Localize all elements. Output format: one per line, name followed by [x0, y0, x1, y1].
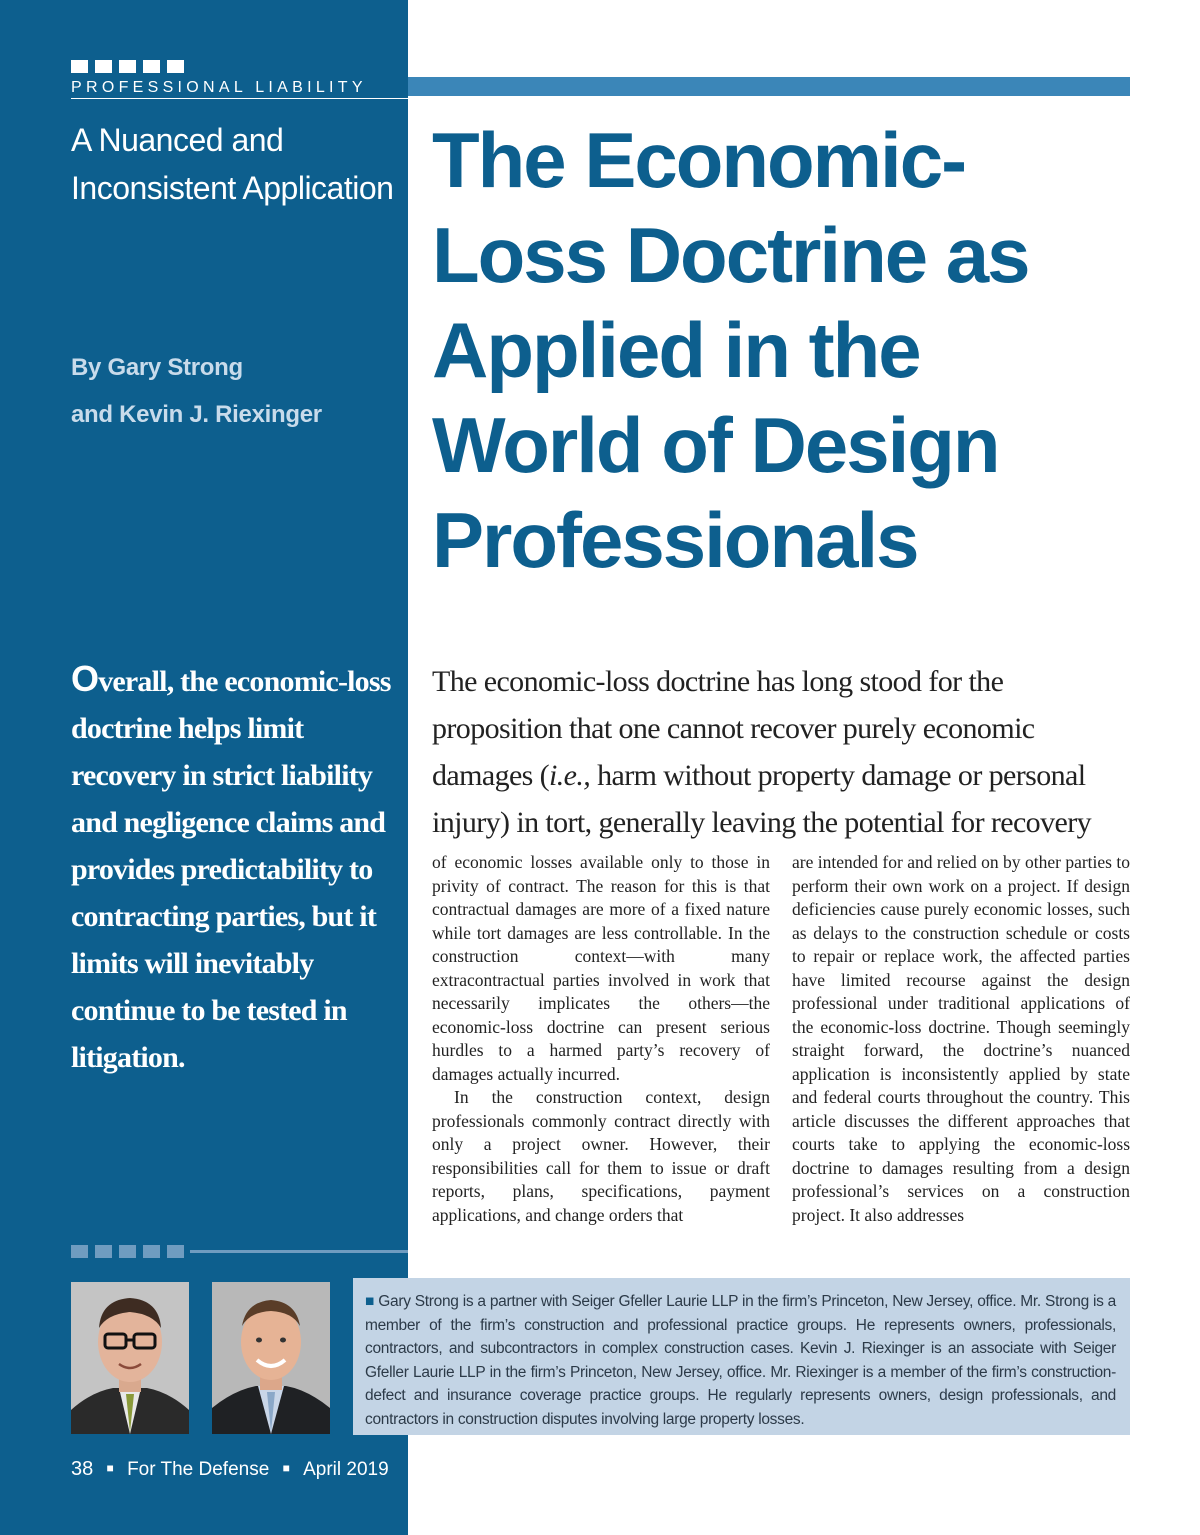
headline-line: World of Design — [432, 401, 999, 489]
page-footer — [71, 1456, 389, 1482]
lede-text: harm without property damage or personal — [590, 759, 1086, 792]
square-decoration — [167, 1245, 184, 1258]
headline-line: Applied in the — [432, 306, 920, 394]
section-rule-right — [408, 77, 1130, 96]
byline-line: By Gary Strong — [71, 354, 243, 381]
square-decoration — [167, 60, 184, 73]
issue-date: April 2019 — [303, 1459, 389, 1480]
square-decoration — [119, 60, 136, 73]
body-paragraph: In the construction context, design professionals commonly contract directly with only a project owner. However, their responsibilities call for them to issue or draft reports, plans, specifications, payment applications, and change orders that — [432, 1087, 770, 1225]
body-paragraph: of economic losses available only to those in privity of contract. The reason for this is that contractual damages are more of a fixed nature while tort damages are less controllable. In the construction context—with many extracontractual parties involved in work that necessarily implicates the others—the economic-loss doctrine can present serious hurdles to a harmed party’s recovery of damages actually incurred. — [432, 852, 770, 1084]
footer-separator: ■ — [106, 1461, 114, 1475]
section-rule-bottom — [190, 1250, 408, 1253]
square-decoration — [95, 1245, 112, 1258]
kicker — [71, 116, 401, 212]
article-headline — [432, 113, 1192, 588]
byline — [71, 344, 401, 438]
section-label: PROFESSIONAL LIABILITY — [71, 79, 367, 96]
author-photo-kevin-riexinger — [212, 1282, 330, 1434]
pull-quote — [71, 655, 406, 1081]
square-decoration — [143, 1245, 160, 1258]
author-photo-gary-strong — [71, 1282, 189, 1434]
headline-line: Professionals — [432, 496, 918, 584]
kicker-line: Inconsistent Application — [71, 170, 394, 206]
body-paragraph: are intended for and relied on by other parties to perform their own work on a project. If design deficiencies cause purely economic losses, such as delays to the construction schedule or costs to repair or replace work, the affected parties have limited recourse against the design professional under traditional applications of the economic-loss doctrine. Though seemingly straight forward, the doctrine’s nuanced application is inconsistently applied by state and federal courts throughout the country. This article discusses the different approaches that courts take to applying the economic-loss doctrine to damages resulting from a design professional’s services on a construction project. It also addresses — [792, 852, 1130, 1225]
section-squares-bottom — [71, 1245, 184, 1258]
lede-line: proposition that one cannot recover purely economic — [432, 712, 1035, 745]
page-number: 38 — [71, 1458, 94, 1480]
pull-quote-dropcap: O — [71, 658, 99, 699]
publication-name: For The Defense — [127, 1459, 270, 1480]
body-column-right — [792, 851, 1130, 1227]
lede-line: injury) in tort, generally leaving the potential for recovery — [432, 806, 1091, 839]
pull-quote-text: verall, the economic-loss doctrine helps limit recovery in strict liability and negligence claims and provides predictability to contracting parties, but it limits will inevitably continue to be tested in litigation. — [71, 665, 391, 1074]
lede-text: damages ( — [432, 759, 550, 792]
square-decoration — [95, 60, 112, 73]
kicker-line: A Nuanced and — [71, 122, 284, 158]
footer-separator: ■ — [282, 1461, 290, 1475]
lede-line — [432, 752, 1132, 799]
square-decoration — [71, 60, 88, 73]
lede-italic: i.e., — [549, 759, 591, 792]
lede-line: The economic-loss doctrine has long stood for the — [432, 665, 1004, 698]
author-bio-text: Gary Strong is a partner with Seiger Gfeller Laurie LLP in the firm’s Princeton, New Jersey, office. Mr. Strong is a member of the firm’s construction and professional practice groups. He represents owners, professionals, contractors, and subcontractors in complex construction cases. Kevin J. Riexinger is an associate with Seiger Gfeller Laurie LLP in the firm’s Princeton, New Jersey, office. Mr. Riexinger is a member of the firm’s construction-defect and insurance coverage practice groups. He regularly represents owners, design professionals, and contractors in construction disputes involving large property losses. — [365, 1293, 1117, 1428]
square-decoration — [143, 60, 160, 73]
body-column-left — [432, 851, 770, 1227]
lede-paragraph — [432, 658, 1132, 846]
section-rule-left — [71, 98, 408, 99]
author-bio-box — [353, 1278, 1130, 1435]
bio-bullet: ■ — [365, 1293, 375, 1310]
section-squares-top — [71, 60, 184, 73]
headline-line: The Economic- — [432, 116, 966, 204]
byline-line: and Kevin J. Riexinger — [71, 401, 322, 428]
square-decoration — [71, 1245, 88, 1258]
headline-line: Loss Doctrine as — [432, 211, 1029, 299]
square-decoration — [119, 1245, 136, 1258]
